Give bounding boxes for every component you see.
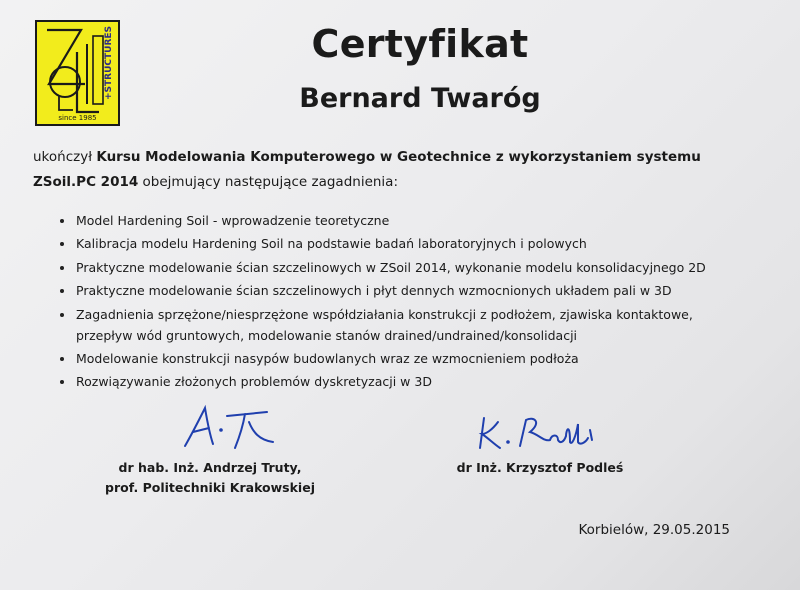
course-name: Kursu Modelowania Komputerowego w Geotechnice z wykorzystaniem systemu bbox=[96, 149, 701, 165]
certificate-title: Certyfikat bbox=[311, 22, 529, 66]
software-name: ZSoil.PC 2014 bbox=[33, 174, 139, 190]
intro-suffix: obejmujący następujące zagadnienia: bbox=[138, 174, 398, 190]
place-and-date: Korbielów, 29.05.2015 bbox=[578, 522, 730, 538]
logo-since: since 1985 bbox=[58, 114, 97, 122]
signature-truty bbox=[175, 402, 285, 452]
list-item: Rozwiązywanie złożonych problemów dyskretyzacji w 3D bbox=[60, 371, 750, 392]
list-item: Praktyczne modelowanie ścian szczelinowych i płyt dennych wzmocnionych układem pali w 3D bbox=[60, 280, 750, 301]
signatory-truty-line2: prof. Politechniki Krakowskiej bbox=[105, 480, 315, 495]
logo-side-label: +STRUCTURES bbox=[104, 25, 114, 100]
signatory-truty bbox=[95, 458, 325, 498]
list-item: Modelowanie konstrukcji nasypów budowlanych wraz ze wzmocnieniem podłoża bbox=[60, 348, 750, 369]
signatory-podles bbox=[440, 458, 640, 478]
topics-list bbox=[60, 210, 750, 395]
list-item: Praktyczne modelowanie ścian szczelinowych w ZSoil 2014, wykonanie modelu konsolidacyjnego 2D bbox=[60, 257, 750, 278]
intro-paragraph bbox=[33, 145, 753, 195]
signature-podles bbox=[470, 412, 600, 454]
recipient-name: Bernard Twaróg bbox=[299, 83, 541, 114]
signatory-truty-line1: dr hab. Inż. Andrzej Truty, bbox=[118, 460, 302, 475]
signatory-podles-line1: dr Inż. Krzysztof Podleś bbox=[456, 460, 624, 475]
intro-prefix: ukończył bbox=[33, 149, 97, 165]
list-item: Model Hardening Soil - wprowadzenie teoretyczne bbox=[60, 210, 750, 231]
list-item: Kalibracja modelu Hardening Soil na podstawie badań laboratoryjnych i polowych bbox=[60, 233, 750, 254]
list-item: Zagadnienia sprzężone/niesprzężone współdziałania konstrukcji z podłożem, zjawiska kontaktowe, przepływ wód gruntowych, modelowanie stanów drained/undrained/konsolidacji bbox=[60, 304, 726, 346]
